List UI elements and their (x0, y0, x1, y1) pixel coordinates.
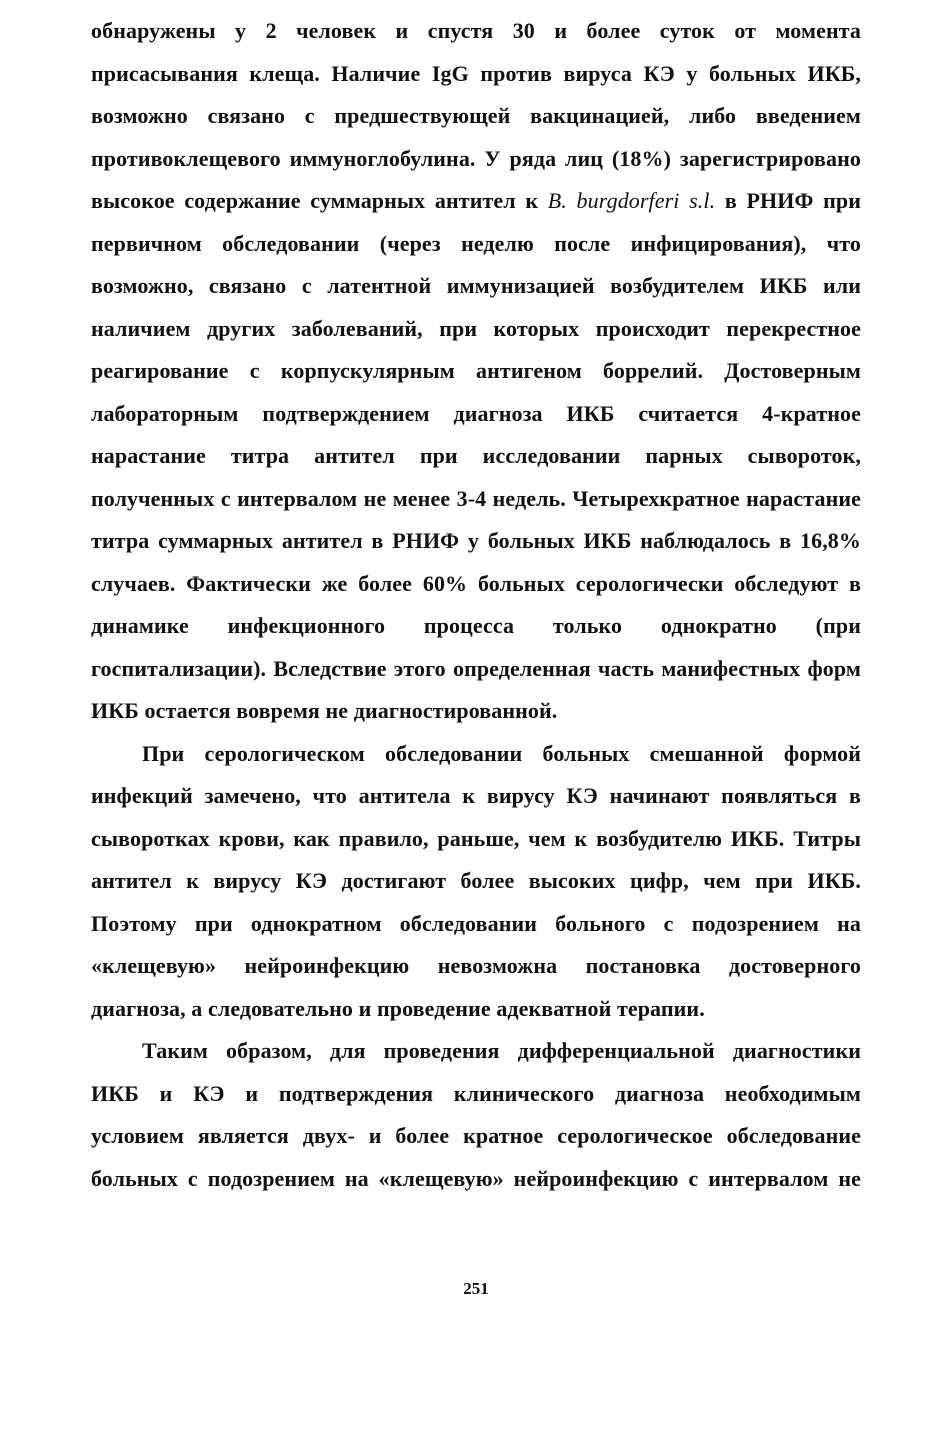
document-page (91, 10, 861, 1200)
text-line: При серологическом обследовании больных смешанной формой (142, 740, 861, 766)
text-line: антител к вирусу КЭ достигают более высоких цифр, чем при ИКБ. (91, 868, 861, 893)
text-line (91, 180, 861, 223)
text-line: Поэтому при однократном обследовании больного с подозрением на (91, 910, 861, 936)
text-line: условием является двух- и более кратное серологическое обследование (91, 1123, 861, 1148)
text-line: больных с подозрением на «клещевую» нейроинфекцию с интервалом не (91, 1165, 861, 1191)
text-line: полученных с интервалом не менее 3-4 недель. Четырехкратное нарастание (91, 485, 861, 511)
text-line: «клещевую» нейроинфекцию невозможна постановка достоверного (91, 953, 861, 978)
text-line: ИКБ и КЭ и подтверждения клинического диагноза необходимым (91, 1080, 861, 1106)
text-line: реагирование с корпускулярным антигеном боррелий. Достоверным (91, 358, 861, 383)
text-line: первичном обследовании (через неделю после инфицирования), что (91, 230, 861, 256)
paragraph-2 (91, 733, 861, 1031)
text-line: наличием других заболеваний, при которых происходит перекрестное (91, 315, 861, 341)
paragraph-1 (91, 10, 861, 733)
paragraph-3 (91, 1030, 861, 1200)
text-line: Таким образом, для проведения дифференциальной диагностики (142, 1038, 861, 1063)
text-line: возможно, связано с латентной иммунизацией возбудителем ИКБ или (91, 273, 861, 298)
text-line: присасывания клеща. Наличие IgG против вируса КЭ у больных ИКБ, (91, 60, 861, 86)
text-line: противоклещевого иммуноглобулина. У ряда лиц (18%) зарегистрировано (91, 145, 861, 171)
text-line: динамике инфекционного процесса только однократно (при (91, 613, 861, 638)
text-line: сыворотках крови, как правило, раньше, чем к возбудителю ИКБ. Титры (91, 825, 861, 851)
text-line: ИКБ остается вовремя не диагностированной. (91, 698, 558, 723)
text-line: нарастание титра антител при исследовании парных сывороток, (91, 443, 861, 468)
text-line: титра суммарных антител в РНИФ у больных ИКБ наблюдалось в 16,8% (91, 528, 861, 553)
text-segment: высокое содержание суммарных антител к (91, 188, 548, 213)
text-line: случаев. Фактически же более 60% больных серологически обследуют в (91, 570, 861, 596)
text-line: инфекций замечено, что антитела к вирусу КЭ начинают появляться в (91, 783, 861, 808)
species-name: B. burgdorferi s.l. (547, 188, 716, 213)
text-line: диагноза, а следовательно и проведение адекватной терапии. (91, 995, 705, 1021)
text-line: госпитализации). Вследствие этого определенная часть манифестных форм (91, 655, 861, 681)
text-line: лабораторным подтверждением диагноза ИКБ считается 4-кратное (91, 400, 861, 426)
text-segment: в РНИФ при (715, 188, 861, 213)
text-line: обнаружены у 2 человек и спустя 30 и более суток от момента (91, 18, 861, 43)
page-number: 251 (463, 1279, 489, 1298)
text-line: возможно связано с предшествующей вакцинацией, либо введением (91, 103, 861, 128)
